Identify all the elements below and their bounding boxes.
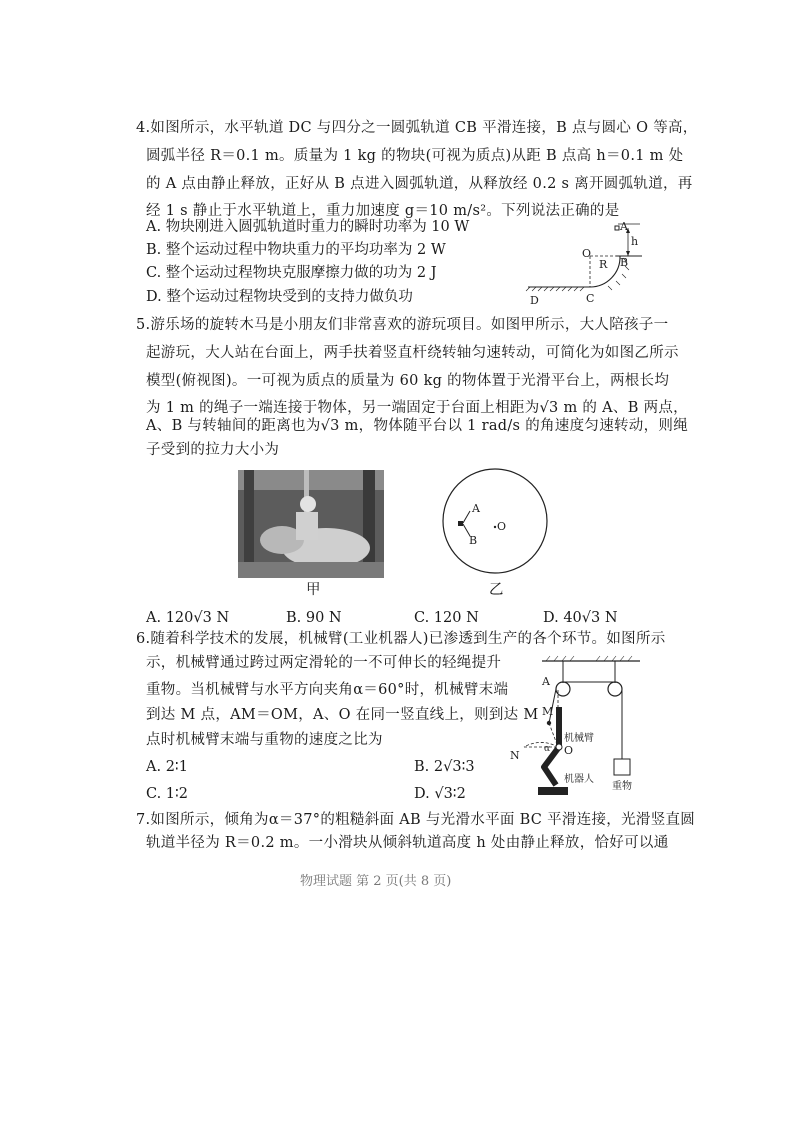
- q4-label-o: O: [582, 247, 592, 260]
- q5-line-2: 起游玩，大人站在台面上，两手扶着竖直杆绕转轴匀速转动，可简化为如图乙所示: [146, 345, 679, 361]
- q4-label-a: A: [620, 220, 628, 233]
- q7-line-1: 7.如图所示，倾角为α＝37°的粗糙斜面 AB 与光滑水平面 BC 平滑连接，光滑竖直圆: [136, 812, 696, 828]
- q6-option-b: B. 2√3∶3: [414, 759, 475, 775]
- q4-line-3: 的 A 点由静止释放，正好从 B 点进入圆弧轨道，从释放经 0.2 s 离开圆弧轨道，再: [146, 176, 693, 192]
- q5-caption-right: 乙: [489, 582, 504, 598]
- q6-weight: [614, 759, 630, 775]
- q4-line-1: 4.如图所示，水平轨道 DC 与四分之一圆弧轨道 CB 平滑连接，B 点与圆心 O 等高，: [136, 120, 698, 136]
- q6-label-m: M: [542, 705, 554, 718]
- q5-line-6: 子受到的拉力大小为: [146, 442, 280, 458]
- q7-line-2: 轨道半径为 R＝0.2 m。一小滑块从倾斜轨道高度 h 处由静止释放，恰好可以通: [146, 835, 669, 851]
- q6-pulley-right: [608, 682, 622, 696]
- q6-label-o: O: [564, 744, 574, 757]
- q4-label-r: R: [599, 258, 608, 271]
- q5-option-c: C. 120 N: [414, 610, 479, 626]
- q5-line-3: 模型(俯视图)。一可视为质点的质量为 60 kg 的物体置于光滑平台上，两根长均: [146, 373, 670, 389]
- q4-label-b: B: [620, 256, 629, 269]
- q5-line-5: A、B 与转轴间的距离也为√3 m，物体随平台以 1 rad/s 的角速度匀速转动，则绳: [146, 418, 688, 434]
- q6-label-alpha: α: [544, 744, 551, 754]
- q6-label-weight: 重物: [612, 781, 632, 792]
- q6-line-3: 重物。当机械臂与水平方向夹角α＝60°时，机械臂末端: [146, 682, 509, 698]
- q4-label-d: D: [530, 294, 539, 307]
- q5-label-b: B: [469, 534, 478, 547]
- q4-block: [615, 226, 619, 230]
- q4-figure-track: [520, 220, 650, 308]
- q6-line-2: 示，机械臂通过跨过两定滑轮的一不可伸长的轻绳提升: [146, 655, 502, 671]
- q5-label-a: A: [472, 502, 480, 515]
- q6-option-a: A. 2∶1: [146, 759, 188, 775]
- q4-line-4: 经 1 s 静止于水平轨道上，重力加速度 g＝10 m/s²。下列说法正确的是: [146, 203, 620, 219]
- q6-arm-segment: [556, 707, 562, 747]
- q5-caption-left: 甲: [306, 582, 321, 598]
- q5-figure-top-view: [440, 466, 550, 576]
- q4-label-c: C: [586, 292, 595, 305]
- q5-option-b: B. 90 N: [286, 610, 342, 626]
- q5-label-o: O: [497, 520, 507, 533]
- q4-option-a: A. 物块刚进入圆弧轨道时重力的瞬时功率为 10 W: [146, 219, 470, 235]
- q6-option-c: C. 1∶2: [146, 786, 189, 802]
- q4-option-b: B. 整个运动过程中物块重力的平均功率为 2 W: [146, 242, 446, 258]
- q6-robot-base: [538, 787, 568, 795]
- carousel-photo: [238, 470, 384, 578]
- q4-option-c: C. 整个运动过程物块克服摩擦力做的功为 2 J: [146, 265, 437, 281]
- q5-option-d: D. 40√3 N: [543, 610, 618, 626]
- q5-line-1: 5.游乐场的旋转木马是小朋友们非常喜欢的游玩项目。如图甲所示，大人陪孩子一: [136, 317, 669, 333]
- q6-label-a: A: [542, 675, 550, 688]
- q5-line-4: 为 1 m 的绳子一端连接于物体，另一端固定于台面上相距为√3 m 的 A、B 两点，: [146, 400, 688, 416]
- q6-line-5: 点时机械臂末端与重物的速度之比为: [146, 732, 383, 748]
- page-footer: 物理试题 第 2 页(共 8 页): [300, 874, 452, 889]
- q6-option-d: D. √3∶2: [414, 786, 466, 802]
- q6-label-n: N: [510, 749, 520, 762]
- q6-line-1: 6.随着科学技术的发展，机械臂(工业机器人)已渗透到生产的各个环节。如图所示: [136, 631, 666, 647]
- q6-figure-robot-arm: [500, 655, 650, 803]
- q5-object: [458, 521, 463, 526]
- q4-line-2: 圆弧半径 R＝0.1 m。质量为 1 kg 的物块(可视为质点)从距 B 点高 h＝0.1 m 处: [146, 148, 684, 164]
- q6-line-4: 到达 M 点，AM＝OM，A、O 在同一竖直线上，则到达 M: [146, 707, 539, 723]
- q4-option-d: D. 整个运动过程物块受到的支持力做负功: [146, 289, 413, 305]
- q6-label-arm: 机械臂: [564, 733, 594, 744]
- q5-option-a: A. 120√3 N: [146, 610, 230, 626]
- q6-pulley-left: [556, 682, 570, 696]
- q4-label-h: h: [631, 235, 639, 248]
- q6-label-robot: 机器人: [564, 774, 594, 785]
